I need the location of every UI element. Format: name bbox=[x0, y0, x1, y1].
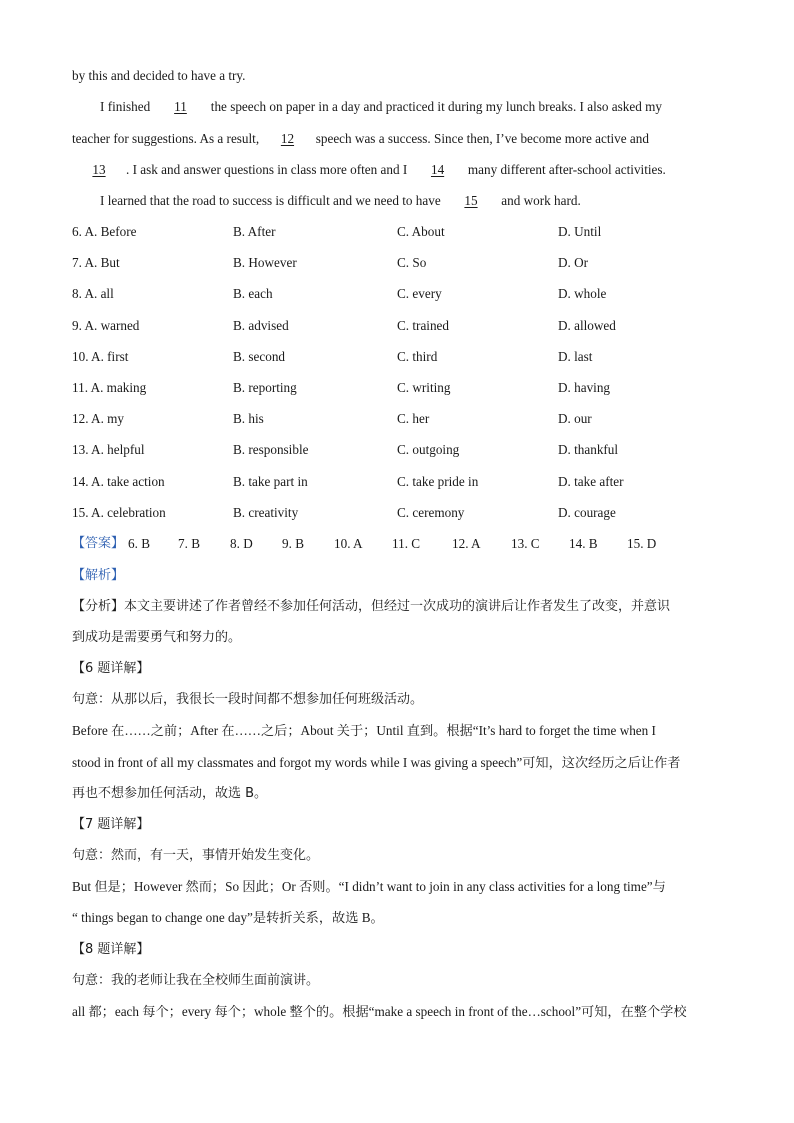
option-c: C. her bbox=[397, 411, 430, 427]
answer-item: 11. C bbox=[392, 536, 421, 551]
option-c: C. trained bbox=[397, 317, 450, 333]
answer-item: 7. B bbox=[178, 536, 200, 551]
option-d: D. Until bbox=[558, 224, 602, 239]
option-b: B. reporting bbox=[233, 380, 297, 395]
option-b: B. second bbox=[233, 348, 286, 364]
option-row bbox=[72, 504, 732, 522]
passage-line bbox=[72, 130, 726, 148]
option-b: B. creativity bbox=[233, 504, 299, 520]
passage-line bbox=[72, 161, 726, 179]
option-a: 12. A. my bbox=[72, 411, 125, 427]
passage-text: by this and decided to have a try. bbox=[72, 68, 246, 83]
answer-item: 8. D bbox=[230, 536, 253, 551]
analysis-text: 本文主要讲述了作者曾经不参加任何活动，但经过一次成功的演讲后让作者发生了改变，并意识 bbox=[124, 599, 671, 614]
passage-line bbox=[100, 192, 726, 210]
option-c: C. take pride in bbox=[397, 473, 479, 489]
option-row bbox=[72, 410, 732, 428]
option-a: 8. A. all bbox=[72, 286, 114, 302]
option-d: D. last bbox=[558, 348, 593, 364]
analysis-text: 再也不想参加任何活动，故选 B。 bbox=[72, 786, 268, 801]
option-b: B. take part in bbox=[233, 473, 308, 489]
analysis-text: “ things began to change one day”是转折关系，故选 B。 bbox=[72, 910, 384, 925]
blank-11: 11 bbox=[174, 99, 187, 114]
option-a: 11. A. making bbox=[72, 380, 147, 395]
option-row bbox=[72, 473, 732, 491]
option-b: B. advised bbox=[233, 317, 289, 333]
passage-text: speech was a success. Since then, I’ve become more active and bbox=[312, 131, 649, 146]
answer-item: 14. B bbox=[569, 536, 598, 551]
option-c: C. third bbox=[397, 348, 438, 364]
option-row bbox=[72, 223, 732, 241]
q6-heading: 【6 题详解】 bbox=[72, 661, 150, 676]
passage-text: the speech on paper in a day and practiced it during my lunch breaks. I also asked my bbox=[207, 99, 662, 114]
passage-text: I finished bbox=[100, 99, 154, 114]
passage-text: I learned that the road to success is difficult and we need to have bbox=[100, 193, 444, 208]
option-c: C. ceremony bbox=[397, 504, 465, 520]
q8-heading: 【8 题详解】 bbox=[72, 942, 150, 957]
analysis-text: 句意：然而，有一天，事情开始发生变化。 bbox=[72, 848, 320, 863]
answer-item: 10. A bbox=[334, 536, 363, 551]
blank-13: 13 bbox=[92, 162, 106, 177]
answer-item: 6. B bbox=[128, 536, 150, 551]
passage-text: . I ask and answer questions in class more often and I bbox=[126, 162, 411, 177]
option-row bbox=[72, 348, 732, 366]
option-a: 7. A. But bbox=[72, 255, 120, 271]
blank-14: 14 bbox=[430, 162, 445, 177]
option-d: D. thankful bbox=[558, 442, 619, 458]
option-a: 10. A. first bbox=[72, 348, 129, 364]
option-row bbox=[72, 379, 732, 397]
analysis-text: 到成功是需要勇气和努力的。 bbox=[72, 630, 242, 645]
fenxi-label: 【分析】 bbox=[72, 599, 125, 614]
option-a: 15. A. celebration bbox=[72, 504, 166, 520]
answer-item: 15. D bbox=[627, 536, 657, 551]
passage-line bbox=[72, 67, 726, 85]
option-d: D. our bbox=[558, 411, 592, 427]
option-b: B. responsible bbox=[233, 442, 309, 458]
passage-text: and work hard. bbox=[497, 193, 581, 208]
blank-15: 15 bbox=[464, 193, 478, 208]
analysis-text: But 但是；However 然而；So 因此；Or 否则。“I didn’t want to join in any class activities for a long time”与 bbox=[72, 879, 666, 894]
option-b: B. his bbox=[233, 411, 264, 427]
option-row bbox=[72, 317, 732, 335]
option-row bbox=[72, 441, 732, 459]
option-c: C. outgoing bbox=[397, 442, 460, 458]
option-c: C. About bbox=[397, 224, 445, 239]
option-d: D. Or bbox=[558, 255, 589, 271]
analysis-text: 句意：我的老师让我在全校师生面前演讲。 bbox=[72, 973, 320, 988]
option-c: C. every bbox=[397, 286, 442, 302]
analysis-text: 句意：从那以后，我很长一段时间都不想参加任何班级活动。 bbox=[72, 692, 424, 707]
option-b: B. However bbox=[233, 255, 297, 271]
option-a: 9. A. warned bbox=[72, 317, 140, 333]
blank-12: 12 bbox=[280, 131, 295, 146]
option-d: D. take after bbox=[558, 473, 624, 489]
option-c: C. So bbox=[397, 255, 427, 271]
option-a: 14. A. take action bbox=[72, 473, 165, 489]
passage-text: many different after-school activities. bbox=[464, 162, 666, 177]
option-c: C. writing bbox=[397, 380, 451, 395]
answer-item: 12. A bbox=[452, 536, 481, 551]
analysis-line bbox=[72, 598, 726, 616]
q7-heading: 【7 题详解】 bbox=[72, 817, 150, 832]
option-d: D. having bbox=[558, 380, 611, 395]
answer-label: 【答案】 bbox=[72, 536, 125, 551]
analysis-label: 【解析】 bbox=[72, 568, 125, 583]
analysis-text: stood in front of all my classmates and forgot my words while I was giving a speech”可知，这次经历之后让作者 bbox=[72, 755, 681, 770]
option-a: 6. A. Before bbox=[72, 224, 137, 239]
option-d: D. courage bbox=[558, 504, 616, 520]
answer-item: 13. C bbox=[511, 536, 540, 551]
option-b: B. After bbox=[233, 224, 276, 239]
answer-item: 9. B bbox=[282, 536, 304, 551]
option-row bbox=[72, 285, 732, 303]
passage-text: teacher for suggestions. As a result, bbox=[72, 131, 263, 146]
analysis-text: all 都；each 每个；every 每个；whole 整个的。根据“make a speech in front of the…school”可知，在整个学校 bbox=[72, 1004, 687, 1019]
option-d: D. whole bbox=[558, 286, 607, 302]
option-row bbox=[72, 254, 732, 272]
option-b: B. each bbox=[233, 286, 273, 302]
analysis-text: Before 在……之前；After 在……之后；About 关于；Until 直到。根据“It’s hard to forget the time when I bbox=[72, 723, 656, 738]
option-d: D. allowed bbox=[558, 317, 616, 333]
passage-line bbox=[100, 98, 726, 116]
option-a: 13. A. helpful bbox=[72, 442, 145, 458]
